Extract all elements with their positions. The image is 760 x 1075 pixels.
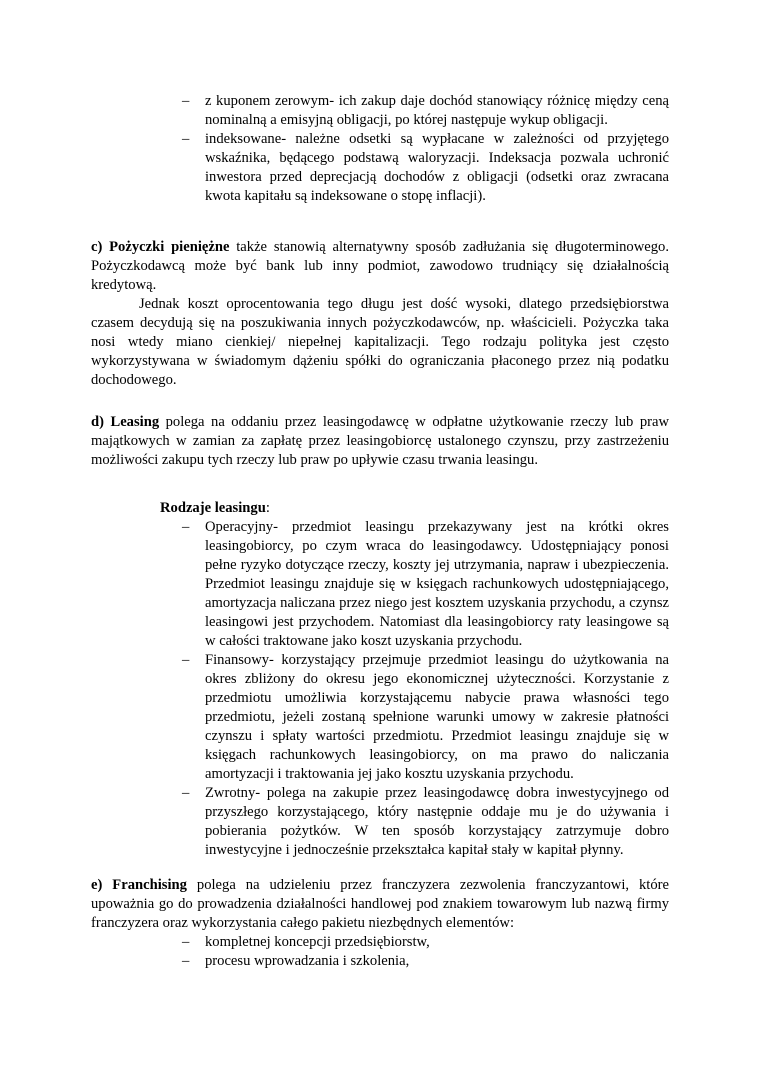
loans-section xyxy=(91,238,669,390)
dash-bullet: – xyxy=(182,934,190,950)
dash-bullet: – xyxy=(182,93,190,109)
loans-heading: c) Pożyczki pieniężne xyxy=(91,239,230,255)
list-item: – indeksowane- należne odsetki są wypłacane w zależności od przyjętego wskaźnika, będącego podstawą waloryzacji. Indeksacja pozwala uchronić inwestora przed deprecjacją dochodów z obligacji (odsetki oraz zwracana kwota kapitału są indeksowane o stopę inflacji). xyxy=(182,131,669,204)
dash-bullet: – xyxy=(182,652,190,668)
dash-bullet: – xyxy=(182,953,190,969)
franchising-section xyxy=(91,876,669,933)
list-item: – z kuponem zerowym- ich zakup daje dochód stanowiący różnicę między ceną nominalną a emisyjną obligacji, po której następuje wykup obligacji. xyxy=(182,93,669,128)
list-item: – kompletnej koncepcji przedsiębiorstw, xyxy=(182,934,430,950)
dash-bullet: – xyxy=(182,519,190,535)
franchising-heading: e) Franchising xyxy=(91,877,187,893)
loans-paragraph: c) Pożyczki pieniężne także stanowią alternatywny sposób zadłużania się długoterminowego. Pożyczkodawcą może być bank lub inny podmiot, zawodowo trudniący się działalnością kredytową. xyxy=(91,239,669,293)
list-item: – Operacyjny- przedmiot leasingu przekazywany jest na krótki okres leasingobiorcy, po czym wraca do leasingodawcy. Udostępniający ponosi pełne ryzyko dotyczące rzeczy, koszty jej utrzymania, napraw i ubezpieczenia. Przedmiot leasingu znajduje się w księgach rachunkowych udostępniającego, amortyzacja naliczana przez niego jest kosztem uzyskania przychodu, a czynsz leasingowi jest przychodem. Natomiast dla leasingobiorcy raty leasingowe są w całości traktowane jako koszt uzyskania przychodu. xyxy=(182,519,669,649)
loans-paragraph-2: Jednak koszt oprocentowania tego długu jest dość wysoki, dlatego przedsiębiorstwa czasem decydują się na poszukiwania innych pożyczkodawców, np. właścicieli. Pożyczka taka nosi wtedy miano cienkiej/ niepełnej kapitalizacji. Tego rodzaju polityka jest często wykorzystywana w świadomym dążeniu spółki do ograniczania płaconego przez nią podatku dochodowego. xyxy=(91,296,669,388)
franchising-paragraph: e) Franchising polega na udzieleniu przez franczyzera zezwolenia franczyzantowi, które upoważnia go do prowadzenia działalności handlowej pod znakiem towarowym lub nazwą firmy franczyzera oraz wykorzystania całego pakietu niezbędnych elementów: xyxy=(91,877,669,931)
list-item: – Zwrotny- polega na zakupie przez leasingodawcę dobra inwestycyjnego od przyszłego korzystającego, który następnie oddaje mu je do używania i pobierania pożytków. W ten sposób korzystający zatrzymuje dobro inwestycyjne i jednocześnie przekształca kapitał stały w kapitał płynny. xyxy=(182,785,669,858)
franchising-list xyxy=(182,933,669,971)
leasing-paragraph: d) Leasing polega na oddaniu przez leasingodawcę w odpłatne użytkowanie rzeczy lub praw majątkowych w zamian za zapłatę przez leasingobiorcę ustalonego czynszu, przy zastrzeżeniu możliwości zakupu tych rzeczy lub praw po upływie czasu trwania leasingu. xyxy=(91,414,670,468)
leasing-heading: d) Leasing xyxy=(91,414,160,430)
bonds-list xyxy=(182,92,669,206)
leasing-types-list xyxy=(182,518,669,860)
leasing-types-block xyxy=(182,518,669,860)
bonds-list-block xyxy=(182,92,669,206)
list-item: – Finansowy- korzystający przejmuje przedmiot leasingu do użytkowania na okres zbliżony do okresu jego ekonomicznej użyteczności. Korzystanie z przedmiotu umożliwia korzystającemu nabycie prawa własności tego przedmiotu, jeżeli zostaną spełnione warunki umowy w zakresie płatności czynszu i spłaty wartości przedmiotu. Przedmiot leasingu znajduje się w księgach rachunkowych leasingobiorcy, on ma prawo do naliczania amortyzacji i traktowania jej jako kosztu uzyskania przychodu. xyxy=(182,652,669,782)
dash-bullet: – xyxy=(182,785,190,801)
leasing-section xyxy=(91,413,669,470)
leasing-types-heading: Rodzaje leasingu: xyxy=(160,500,270,516)
franchising-list-block xyxy=(182,933,669,971)
dash-bullet: – xyxy=(182,131,190,147)
list-item: – procesu wprowadzania i szkolenia, xyxy=(182,953,410,969)
leasing-types-heading-block xyxy=(160,499,460,518)
